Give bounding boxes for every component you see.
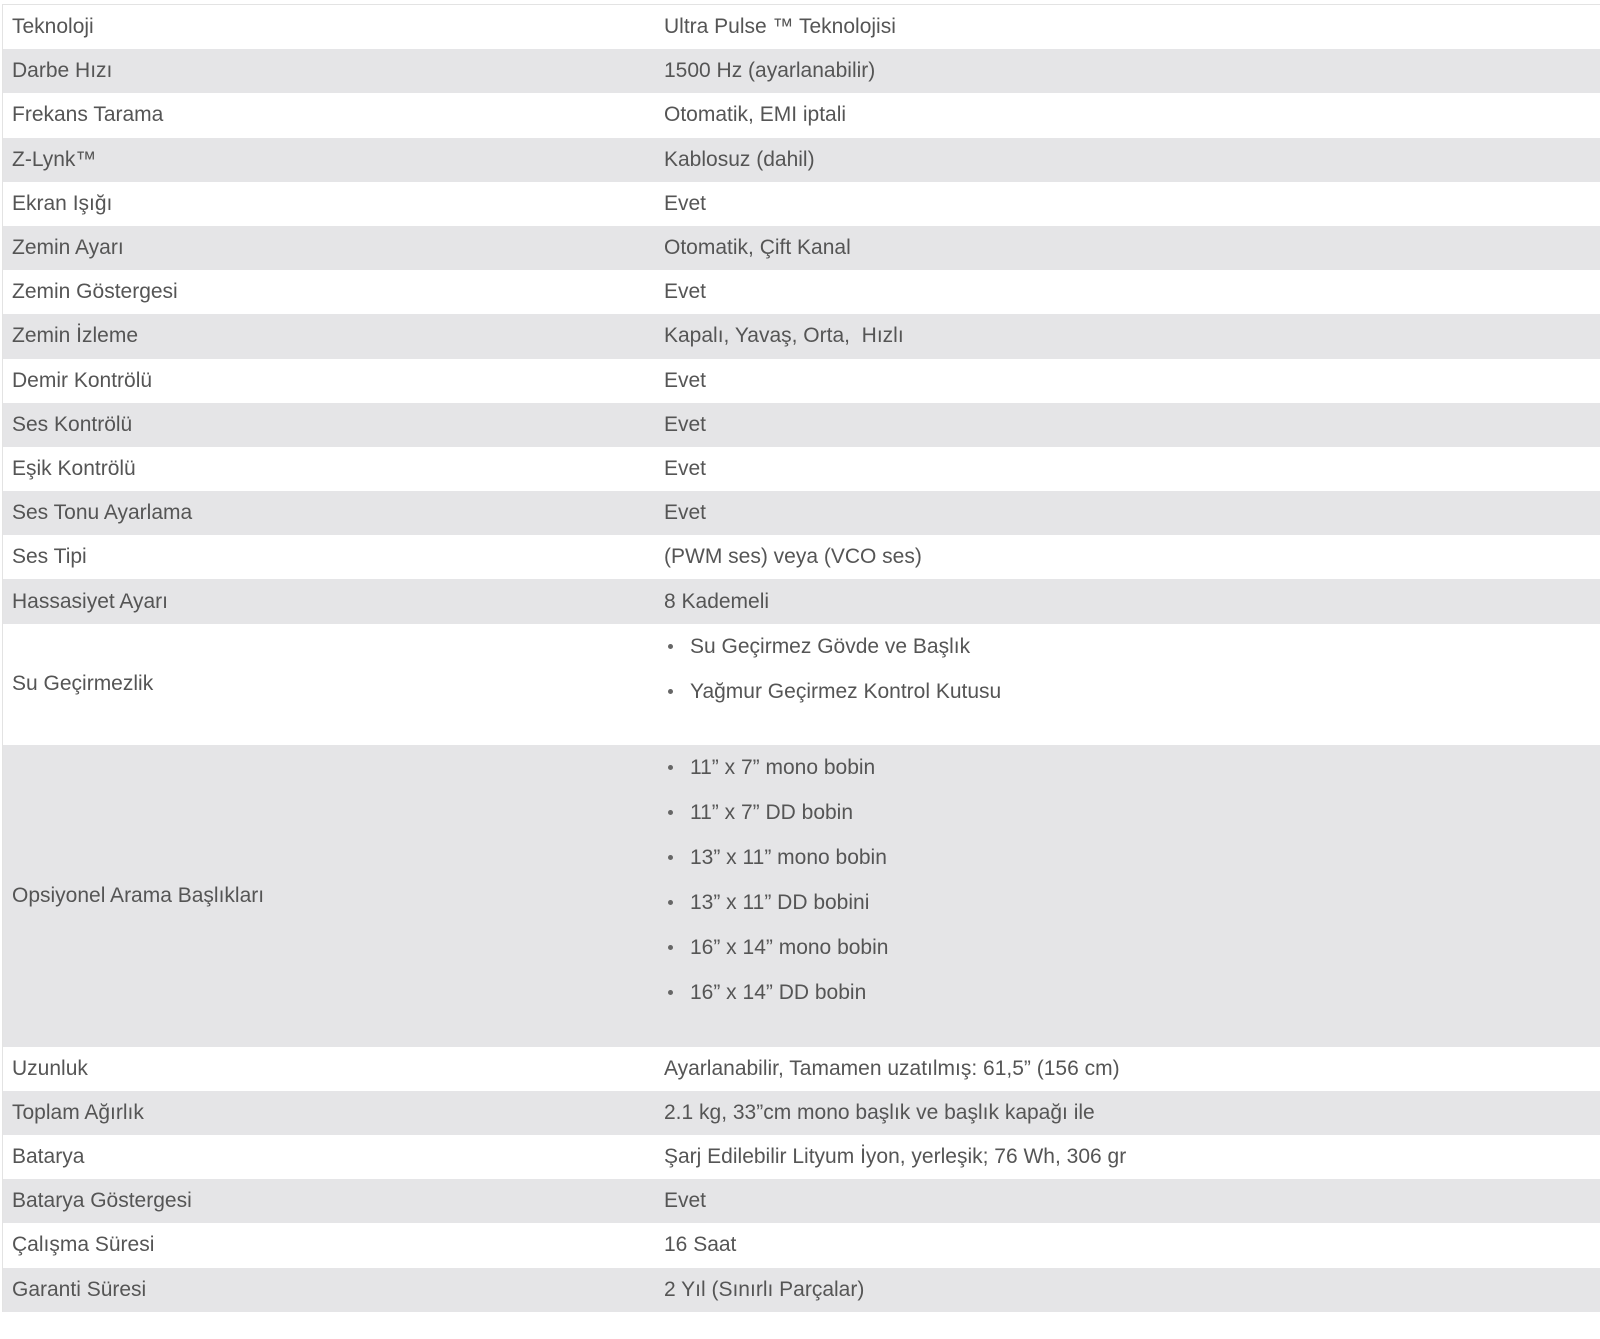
spec-label: Zemin İzleme — [12, 324, 139, 348]
spec-label: Batarya — [12, 1145, 85, 1169]
spec-label: Ses Kontrölü — [12, 412, 133, 436]
table-row — [3, 535, 1600, 579]
spec-label: Garanti Süresi — [12, 1277, 147, 1301]
spec-value: (PWM ses) veya (VCO ses) — [664, 545, 922, 569]
bullet-list — [664, 745, 888, 1015]
spec-label: Demir Kontrölü — [12, 368, 153, 392]
list-item: Su Geçirmez Gövde ve Başlık — [664, 624, 1001, 669]
table-row — [3, 491, 1600, 535]
spec-table — [2, 4, 1600, 1312]
table-row — [3, 1179, 1600, 1223]
spec-value: Ayarlanabilir, Tamamen uzatılmış: 61,5” (156 cm) — [664, 1056, 1120, 1080]
spec-label: Z-Lynk™ — [12, 147, 97, 171]
spec-label: Su Geçirmezlik — [12, 672, 154, 696]
spec-value: Evet — [664, 501, 707, 525]
spec-value: Şarj Edilebilir Lityum İyon, yerleşik; 76 Wh, 306 gr — [664, 1145, 1127, 1169]
table-row — [3, 1268, 1600, 1312]
table-row — [3, 745, 1600, 1047]
bullet-list — [664, 624, 1001, 714]
spec-value: Otomatik, EMI iptali — [664, 103, 847, 127]
spec-value-list — [655, 745, 1600, 1047]
spec-value: 8 Kademeli — [664, 589, 770, 613]
spec-label: Çalışma Süresi — [12, 1233, 155, 1257]
spec-value: Ultra Pulse ™ Teknolojisi — [664, 15, 896, 39]
spec-label: Eşik Kontrölü — [12, 456, 136, 480]
list-item: 11” x 7” mono bobin — [664, 745, 888, 790]
spec-value: 1500 Hz (ayarlanabilir) — [664, 59, 876, 83]
spec-value: 2.1 kg, 33”cm mono başlık ve başlık kapağı ile — [664, 1100, 1095, 1124]
spec-value-list — [655, 624, 1600, 745]
table-row — [3, 5, 1600, 49]
spec-label: Hassasiyet Ayarı — [12, 589, 169, 613]
spec-value: Evet — [664, 191, 707, 215]
table-row — [3, 314, 1600, 358]
spec-label: Zemin Göstergesi — [12, 280, 178, 304]
spec-value: Evet — [664, 1189, 707, 1213]
list-item: 11” x 7” DD bobin — [664, 790, 888, 835]
spec-label: Toplam Ağırlık — [12, 1100, 144, 1124]
table-row — [3, 270, 1600, 314]
spec-label: Teknoloji — [12, 15, 94, 39]
spec-label: Batarya Göstergesi — [12, 1189, 192, 1213]
spec-label: Ses Tonu Ayarlama — [12, 501, 193, 525]
table-row — [3, 182, 1600, 226]
list-item: Yağmur Geçirmez Kontrol Kutusu — [664, 669, 1001, 714]
spec-label: Frekans Tarama — [12, 103, 164, 127]
table-row — [3, 403, 1600, 447]
table-row — [3, 624, 1600, 745]
list-item: 16” x 14” mono bobin — [664, 925, 888, 970]
table-row — [3, 359, 1600, 403]
table-row — [3, 1091, 1600, 1135]
spec-label: Ses Tipi — [12, 545, 87, 569]
spec-value: Evet — [664, 368, 707, 392]
spec-value: 2 Yıl (Sınırlı Parçalar) — [664, 1277, 865, 1301]
spec-label: Uzunluk — [12, 1056, 88, 1080]
spec-value: Kapalı, Yavaş, Orta, Hızlı — [664, 324, 904, 348]
list-item: 13” x 11” mono bobin — [664, 835, 888, 880]
table-row — [3, 447, 1600, 491]
table-row — [3, 138, 1600, 182]
spec-value: 16 Saat — [664, 1233, 737, 1257]
table-row — [3, 49, 1600, 93]
spec-value: Kablosuz (dahil) — [664, 147, 815, 171]
table-row — [3, 1135, 1600, 1179]
spec-label: Ekran Işığı — [12, 191, 113, 215]
table-row — [3, 1223, 1600, 1267]
list-item: 13” x 11” DD bobini — [664, 880, 888, 925]
table-row — [3, 226, 1600, 270]
spec-value: Evet — [664, 456, 707, 480]
table-row — [3, 93, 1600, 137]
table-row — [3, 1047, 1600, 1091]
spec-value: Otomatik, Çift Kanal — [664, 236, 851, 260]
spec-value: Evet — [664, 412, 707, 436]
spec-label: Darbe Hızı — [12, 59, 113, 83]
spec-label: Zemin Ayarı — [12, 236, 124, 260]
spec-value: Evet — [664, 280, 707, 304]
list-item: 16” x 14” DD bobin — [664, 970, 888, 1015]
spec-label: Opsiyonel Arama Başlıkları — [12, 883, 265, 907]
table-row — [3, 579, 1600, 623]
